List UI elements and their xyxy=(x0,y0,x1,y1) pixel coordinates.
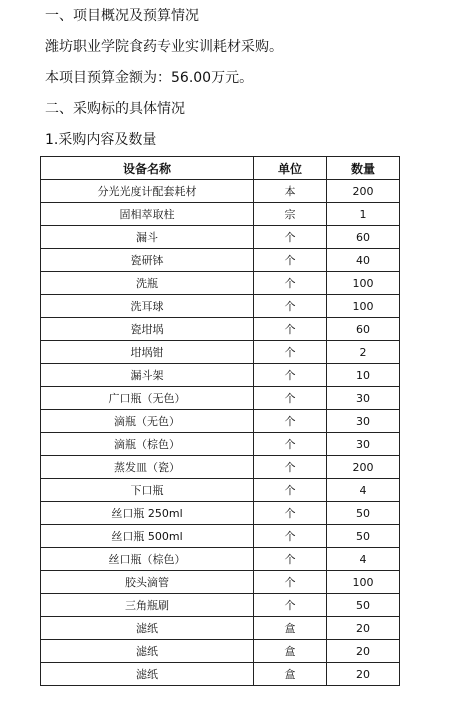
table-row xyxy=(41,479,400,502)
cell-quantity: 20 xyxy=(327,617,400,640)
section-heading-procurement: 二、采购标的具体情况 xyxy=(45,101,185,117)
cell-unit: 个 xyxy=(254,341,327,364)
cell-item-name: 丝口瓶（棕色） xyxy=(41,548,254,571)
table-row xyxy=(41,364,400,387)
cell-quantity: 40 xyxy=(327,249,400,272)
table-row xyxy=(41,571,400,594)
cell-quantity: 60 xyxy=(327,226,400,249)
cell-item-name: 漏斗架 xyxy=(41,364,254,387)
table-row xyxy=(41,594,400,617)
table-row xyxy=(41,295,400,318)
table-row xyxy=(41,387,400,410)
project-description: 潍坊职业学院食药专业实训耗材采购。 xyxy=(45,39,283,55)
table-row xyxy=(41,525,400,548)
table-row xyxy=(41,203,400,226)
cell-quantity: 4 xyxy=(327,479,400,502)
cell-unit: 个 xyxy=(254,594,327,617)
cell-quantity: 200 xyxy=(327,456,400,479)
header-quantity: 数量 xyxy=(327,157,400,180)
cell-item-name: 滤纸 xyxy=(41,640,254,663)
cell-quantity: 30 xyxy=(327,387,400,410)
header-item-name: 设备名称 xyxy=(41,157,254,180)
cell-item-name: 滴瓶（棕色） xyxy=(41,433,254,456)
cell-unit: 个 xyxy=(254,571,327,594)
cell-unit: 个 xyxy=(254,548,327,571)
table-row xyxy=(41,502,400,525)
cell-item-name: 滤纸 xyxy=(41,663,254,686)
cell-quantity: 10 xyxy=(327,364,400,387)
cell-quantity: 100 xyxy=(327,295,400,318)
cell-item-name: 漏斗 xyxy=(41,226,254,249)
subheading-contents: 1.采购内容及数量 xyxy=(45,132,157,148)
cell-item-name: 洗耳球 xyxy=(41,295,254,318)
cell-unit: 个 xyxy=(254,226,327,249)
table-row xyxy=(41,341,400,364)
table-row xyxy=(41,663,400,686)
cell-item-name: 坩埚钳 xyxy=(41,341,254,364)
cell-item-name: 分光光度计配套耗材 xyxy=(41,180,254,203)
cell-unit: 个 xyxy=(254,272,327,295)
table-row xyxy=(41,180,400,203)
cell-quantity: 20 xyxy=(327,663,400,686)
cell-quantity: 50 xyxy=(327,502,400,525)
cell-unit: 宗 xyxy=(254,203,327,226)
cell-quantity: 1 xyxy=(327,203,400,226)
table-row xyxy=(41,433,400,456)
budget-statement: 本项目预算金额为：56.00万元。 xyxy=(45,70,254,86)
table-row xyxy=(41,226,400,249)
cell-unit: 个 xyxy=(254,410,327,433)
section-heading-overview: 一、项目概况及预算情况 xyxy=(45,8,199,24)
cell-quantity: 200 xyxy=(327,180,400,203)
cell-quantity: 50 xyxy=(327,594,400,617)
table-row xyxy=(41,456,400,479)
cell-item-name: 丝口瓶 250ml xyxy=(41,502,254,525)
cell-unit: 盒 xyxy=(254,640,327,663)
cell-unit: 个 xyxy=(254,502,327,525)
cell-quantity: 30 xyxy=(327,433,400,456)
procurement-table xyxy=(40,156,400,686)
cell-unit: 个 xyxy=(254,479,327,502)
cell-unit: 个 xyxy=(254,295,327,318)
cell-unit: 盒 xyxy=(254,617,327,640)
cell-item-name: 下口瓶 xyxy=(41,479,254,502)
cell-unit: 个 xyxy=(254,525,327,548)
cell-unit: 本 xyxy=(254,180,327,203)
cell-quantity: 20 xyxy=(327,640,400,663)
cell-item-name: 滴瓶（无色） xyxy=(41,410,254,433)
cell-quantity: 60 xyxy=(327,318,400,341)
cell-unit: 个 xyxy=(254,249,327,272)
cell-quantity: 4 xyxy=(327,548,400,571)
cell-item-name: 瓷坩埚 xyxy=(41,318,254,341)
cell-item-name: 三角瓶刷 xyxy=(41,594,254,617)
cell-unit: 个 xyxy=(254,456,327,479)
cell-quantity: 100 xyxy=(327,272,400,295)
table-header-row xyxy=(41,157,400,180)
cell-item-name: 丝口瓶 500ml xyxy=(41,525,254,548)
cell-unit: 个 xyxy=(254,318,327,341)
table-body xyxy=(41,180,400,686)
cell-item-name: 广口瓶（无色） xyxy=(41,387,254,410)
table-row xyxy=(41,410,400,433)
table-row xyxy=(41,249,400,272)
cell-quantity: 30 xyxy=(327,410,400,433)
cell-unit: 盒 xyxy=(254,663,327,686)
cell-item-name: 洗瓶 xyxy=(41,272,254,295)
table-row xyxy=(41,272,400,295)
cell-item-name: 瓷研钵 xyxy=(41,249,254,272)
cell-item-name: 滤纸 xyxy=(41,617,254,640)
cell-unit: 个 xyxy=(254,387,327,410)
table-row xyxy=(41,640,400,663)
cell-item-name: 蒸发皿（瓷） xyxy=(41,456,254,479)
table-row xyxy=(41,318,400,341)
cell-quantity: 100 xyxy=(327,571,400,594)
cell-quantity: 50 xyxy=(327,525,400,548)
cell-item-name: 胶头滴管 xyxy=(41,571,254,594)
cell-item-name: 固相萃取柱 xyxy=(41,203,254,226)
cell-unit: 个 xyxy=(254,364,327,387)
cell-unit: 个 xyxy=(254,433,327,456)
header-unit: 单位 xyxy=(254,157,327,180)
cell-quantity: 2 xyxy=(327,341,400,364)
table-row xyxy=(41,617,400,640)
table-row xyxy=(41,548,400,571)
